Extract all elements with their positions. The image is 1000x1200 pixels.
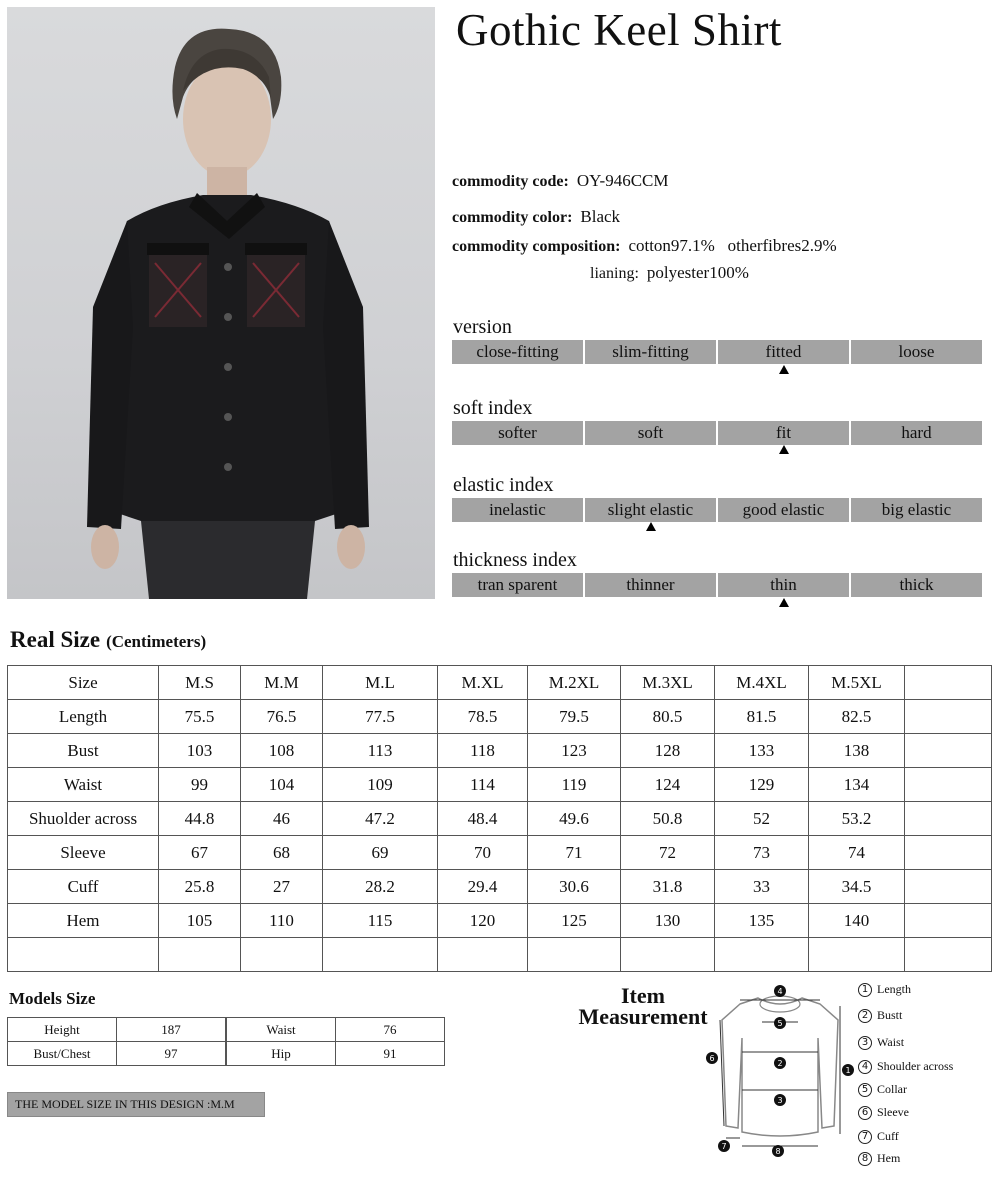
scale-option: fitted [718,340,849,364]
table-cell: 119 [528,768,621,802]
row-label-cell [8,938,159,972]
row-label-cell: Shuolder across [8,802,159,836]
table-header-cell: M.5XL [809,666,905,700]
table-cell: 71 [528,836,621,870]
scale-option: tran sparent [452,573,583,597]
table-row [8,1042,226,1066]
item-measurement-title [563,985,723,1027]
table-cell: 123 [528,734,621,768]
model-measure-value: 76 [336,1018,445,1042]
legend-label: Cuff [877,1129,899,1143]
svg-text:3: 3 [777,1096,783,1105]
thickness-index-scale [452,573,984,597]
model-measure-label: Height [8,1018,117,1042]
model-size-note: THE MODEL SIZE IN THIS DESIGN :M.M [7,1092,265,1117]
model-measure-label: Bust/Chest [8,1042,117,1066]
table-cell: 53.2 [809,802,905,836]
table-cell: 67 [159,836,241,870]
spec-value: polyester100% [646,263,749,282]
table-cell: 108 [241,734,323,768]
legend-label: Collar [877,1082,907,1096]
spec-value: OY-946CCM [576,171,669,190]
table-cell [438,938,528,972]
table-cell: 44.8 [159,802,241,836]
scale-option: thin [718,573,849,597]
scale-option: slim-fitting [585,340,716,364]
svg-text:6: 6 [709,1054,715,1063]
soft-index-scale [452,421,984,445]
table-cell [159,938,241,972]
legend-item [858,982,911,997]
elastic-index-marker-icon [646,522,656,531]
svg-text:1: 1 [845,1066,851,1075]
table-header-cell: M.XL [438,666,528,700]
table-cell: 27 [241,870,323,904]
table-cell: 75.5 [159,700,241,734]
table-cell [241,938,323,972]
table-cell: 80.5 [621,700,715,734]
row-label-cell: Waist [8,768,159,802]
table-header-row [8,666,992,700]
table-row [8,768,992,802]
spec-lining [590,263,749,283]
table-row [8,870,992,904]
models-size-title: Models Size [9,989,96,1008]
row-label-cell: Length [8,700,159,734]
scale-option: good elastic [718,498,849,522]
table-header-cell: M.L [323,666,438,700]
table-cell: 82.5 [809,700,905,734]
table-cell: 70 [438,836,528,870]
table-cell: 104 [241,768,323,802]
table-row [8,904,992,938]
table-cell [809,938,905,972]
row-label-cell: Cuff [8,870,159,904]
scale-option: thinner [585,573,716,597]
table-cell: 140 [809,904,905,938]
table-cell [905,836,992,870]
table-cell: 46 [241,802,323,836]
svg-text:2: 2 [777,1059,783,1068]
spec-commodity-code [452,171,668,191]
legend-item [858,1082,907,1097]
thickness-index-title: thickness index [453,549,577,571]
table-cell [905,802,992,836]
table-cell: 130 [621,904,715,938]
soft-index-marker-icon [779,445,789,454]
table-cell: 134 [809,768,905,802]
table-cell [323,938,438,972]
svg-text:4: 4 [777,987,783,996]
table-header-cell: Size [8,666,159,700]
spec-value: cotton97.1% otherfibres2.9% [628,236,837,255]
table-cell: 69 [323,836,438,870]
table-cell: 30.6 [528,870,621,904]
svg-text:8: 8 [775,1147,781,1156]
legend-number-icon: 3 [858,1036,872,1050]
model-measure-value: 187 [117,1018,226,1042]
legend-item [858,1105,909,1120]
legend-label: Length [877,982,911,996]
legend-item [858,1059,953,1074]
table-cell: 79.5 [528,700,621,734]
item-measurement-title-line1: Item [621,983,665,1008]
table-row [8,836,992,870]
table-cell: 128 [621,734,715,768]
table-cell: 120 [438,904,528,938]
row-label-cell: Bust [8,734,159,768]
table-cell: 48.4 [438,802,528,836]
table-cell [905,768,992,802]
legend-number-icon: 2 [858,1009,872,1023]
table-cell: 72 [621,836,715,870]
product-title: Gothic Keel Shirt [456,5,782,55]
table-cell: 77.5 [323,700,438,734]
scale-option: slight elastic [585,498,716,522]
table-cell: 115 [323,904,438,938]
legend-number-icon: 8 [858,1152,872,1166]
scale-option: big elastic [851,498,982,522]
table-cell: 124 [621,768,715,802]
table-cell: 103 [159,734,241,768]
table-cell: 129 [715,768,809,802]
table-cell [905,938,992,972]
real-size-title [10,627,206,653]
table-cell [715,938,809,972]
table-row [8,700,992,734]
table-cell: 76.5 [241,700,323,734]
row-label-cell: Sleeve [8,836,159,870]
scale-option: hard [851,421,982,445]
table-header-cell: M.4XL [715,666,809,700]
legend-number-icon: 5 [858,1083,872,1097]
spec-value: Black [580,207,621,226]
spec-commodity-color [452,207,620,227]
table-cell: 34.5 [809,870,905,904]
table-cell: 125 [528,904,621,938]
thickness-index-marker-icon [779,598,789,607]
table-cell [905,904,992,938]
table-cell: 138 [809,734,905,768]
scale-option: thick [851,573,982,597]
table-cell: 110 [241,904,323,938]
scale-option: inelastic [452,498,583,522]
version-title: version [453,316,512,338]
version-scale [452,340,984,364]
table-cell: 29.4 [438,870,528,904]
table-cell: 31.8 [621,870,715,904]
spec-label: commodity color: [452,209,573,226]
item-measurement-title-line2: Measurement [578,1004,708,1029]
real-size-heading: Real Size [10,627,101,652]
legend-label: Hem [877,1151,901,1165]
model-measure-value: 91 [336,1042,445,1066]
scale-option: loose [851,340,982,364]
table-cell: 135 [715,904,809,938]
legend-number-icon: 1 [858,983,872,997]
row-label-cell: Hem [8,904,159,938]
table-cell [905,734,992,768]
table-cell: 49.6 [528,802,621,836]
table-cell: 47.2 [323,802,438,836]
legend-label: Waist [877,1035,905,1049]
table-cell: 25.8 [159,870,241,904]
table-header-cell: M.M [241,666,323,700]
table-header-cell: M.3XL [621,666,715,700]
model-measure-label: Waist [227,1018,336,1042]
real-size-unit: (Centimeters) [106,632,207,651]
legend-item [858,1008,902,1023]
model-measure-label: Hip [227,1042,336,1066]
table-header-cell: M.S [159,666,241,700]
legend-item [858,1035,904,1050]
table-cell: 114 [438,768,528,802]
table-row [8,802,992,836]
table-cell: 50.8 [621,802,715,836]
legend-number-icon: 6 [858,1106,872,1120]
legend-number-icon: 7 [858,1130,872,1144]
table-cell [905,870,992,904]
spec-label: commodity code: [452,173,569,190]
table-cell: 99 [159,768,241,802]
spec-label: commodity composition: [452,238,621,255]
product-photo [7,7,435,599]
table-header-cell: M.2XL [528,666,621,700]
legend-number-icon: 4 [858,1060,872,1074]
table-cell: 52 [715,802,809,836]
elastic-index-title: elastic index [453,474,554,496]
model-measure-value: 97 [117,1042,226,1066]
scale-option: fit [718,421,849,445]
elastic-index-scale [452,498,984,522]
legend-label: Sleeve [877,1105,909,1119]
legend-item [858,1151,900,1166]
table-cell [621,938,715,972]
table-cell: 118 [438,734,528,768]
scale-option: softer [452,421,583,445]
table-cell: 105 [159,904,241,938]
legend-item [858,1129,899,1144]
version-marker-icon [779,365,789,374]
legend-label: Shoulder across [877,1059,954,1073]
table-header-cell [905,666,992,700]
table-cell: 73 [715,836,809,870]
table-cell: 68 [241,836,323,870]
shirt-measurement-diagram-icon [700,980,860,1160]
table-cell: 74 [809,836,905,870]
models-table-right [226,1017,445,1066]
svg-text:5: 5 [777,1019,783,1028]
table-cell: 109 [323,768,438,802]
table-cell: 113 [323,734,438,768]
table-cell: 81.5 [715,700,809,734]
spec-label: lianing: [590,265,639,282]
table-cell [905,700,992,734]
models-table-left [7,1017,226,1066]
spec-commodity-composition [452,236,837,256]
table-row [8,938,992,972]
table-row [8,1018,226,1042]
table-cell [528,938,621,972]
scale-option: soft [585,421,716,445]
table-cell: 33 [715,870,809,904]
legend-label: Bustt [877,1008,903,1022]
table-row [227,1042,445,1066]
table-row [227,1018,445,1042]
table-row [8,734,992,768]
size-table [7,665,992,972]
table-cell: 78.5 [438,700,528,734]
soft-index-title: soft index [453,397,533,419]
svg-text:7: 7 [721,1142,727,1151]
table-cell: 28.2 [323,870,438,904]
scale-option: close-fitting [452,340,583,364]
table-cell: 133 [715,734,809,768]
